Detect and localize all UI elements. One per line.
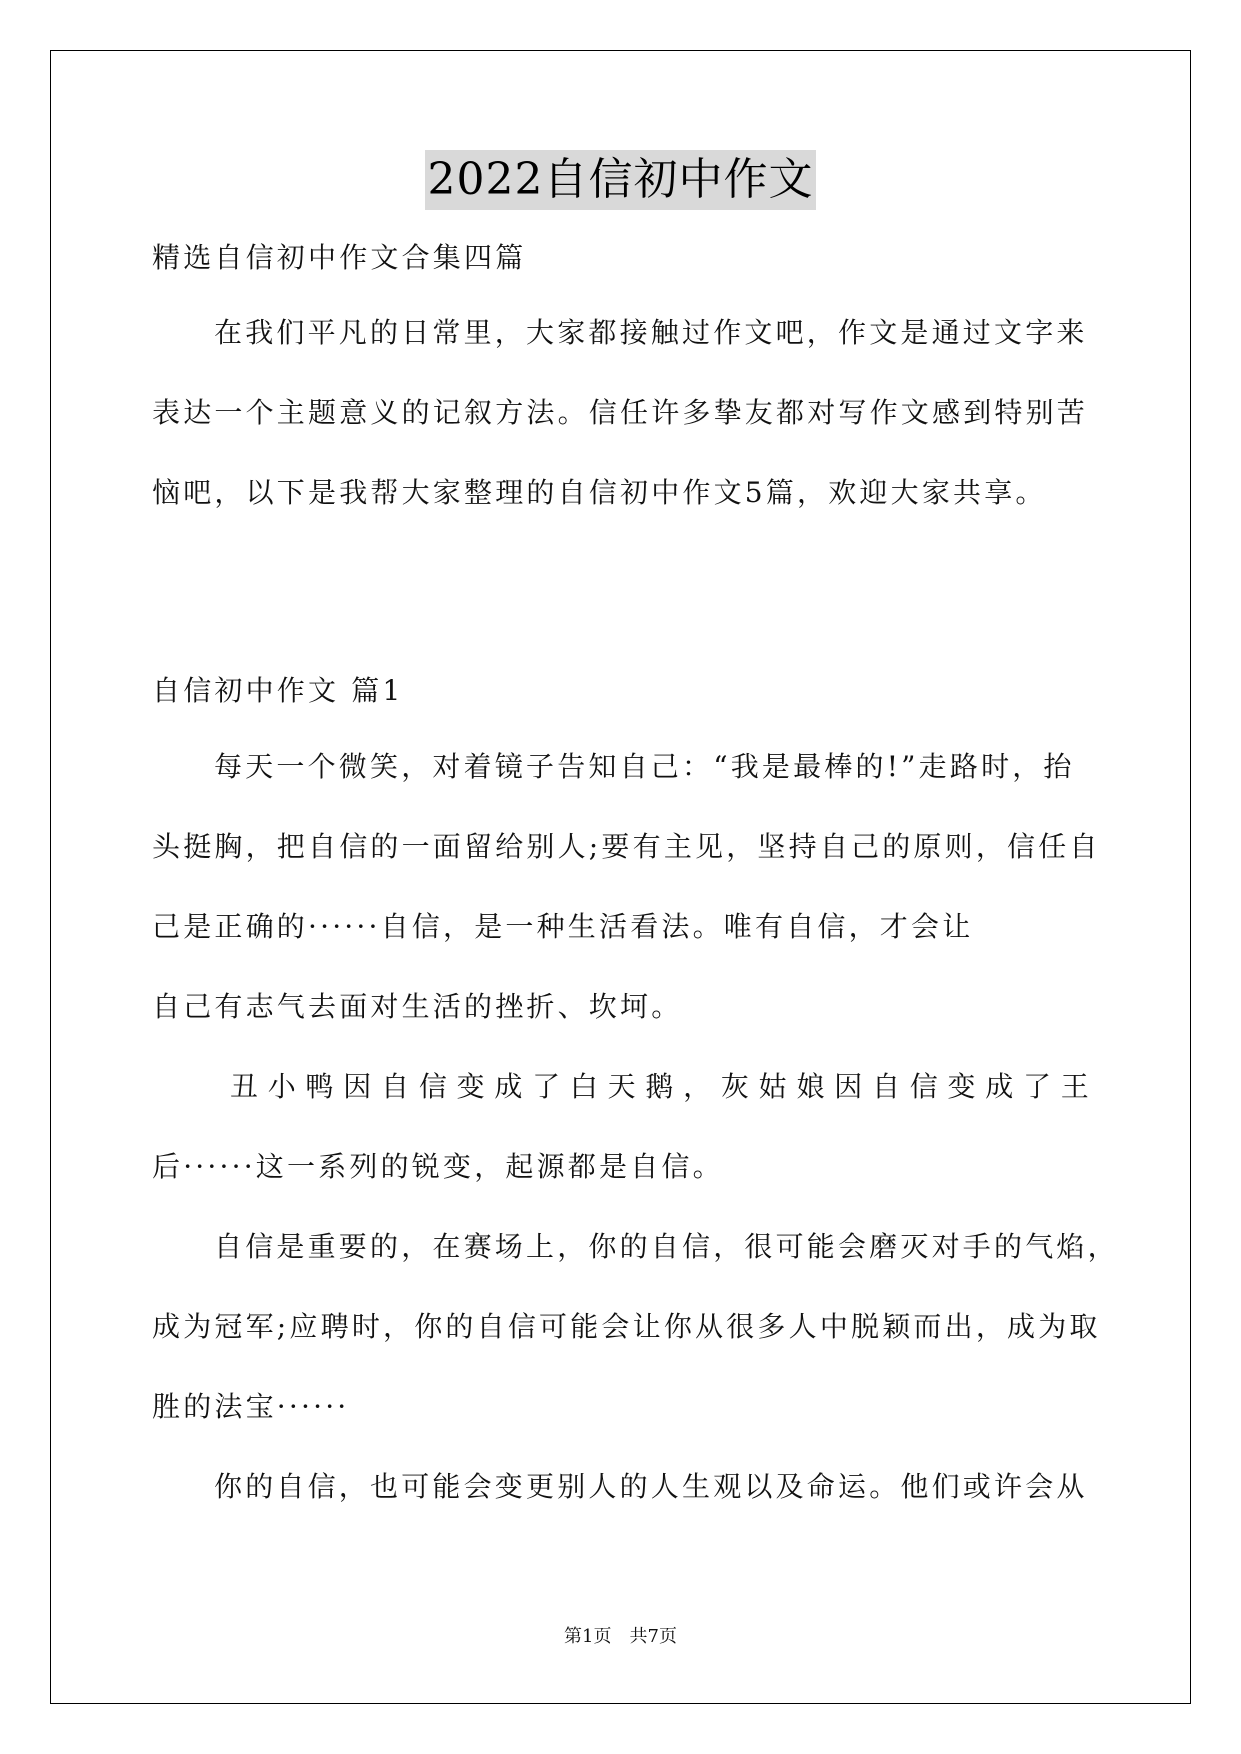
body-line: 丑小鸭因自信变成了白天鹅，灰姑娘因自信变成了王 [230,1070,1092,1103]
body-line: 己是正确的······自信，是一种生活看法。唯有自信，才会让 [152,910,974,943]
body-line: 成为冠军;应聘时，你的自信可能会让你从很多人中脱颖而出，成为取 [152,1310,1101,1343]
intro-line: 恼吧，以下是我帮大家整理的自信初中作文5篇，欢迎大家共享。 [152,476,1047,509]
document-title: 2022自信初中作文 [425,150,817,210]
body-line: 自信是重要的，在赛场上，你的自信，很可能会磨灭对手的气焰， [214,1230,1119,1263]
body-line: 你的自信，也可能会变更别人的人生观以及命运。他们或许会从 [214,1470,1088,1503]
body-line: 头挺胸，把自信的一面留给别人;要有主见，坚持自己的原则，信任自 [152,830,1101,863]
page-total: 共7页 [629,1626,677,1647]
section-heading: 自信初中作文 篇1 [152,674,404,707]
page-number: 第1页 [564,1626,612,1647]
body-line: 每天一个微笑，对着镜子告知自己：“我是最棒的!”走路时，抬 [214,750,1075,783]
intro-line: 表达一个主题意义的记叙方法。信任许多挚友都对写作文感到特别苦 [152,396,1089,429]
document-subtitle: 精选自信初中作文合集四篇 [152,241,527,274]
page-border [50,50,1191,1704]
body-line: 胜的法宝······ [152,1390,350,1423]
intro-line: 在我们平凡的日常里，大家都接触过作文吧，作文是通过文字来 [214,316,1088,349]
body-line: 后······这一系列的锐变，起源都是自信。 [152,1150,724,1183]
title-container [0,150,1241,210]
body-line: 自己有志气去面对生活的挫折、坎坷。 [152,990,683,1023]
page-footer [0,1624,1241,1650]
